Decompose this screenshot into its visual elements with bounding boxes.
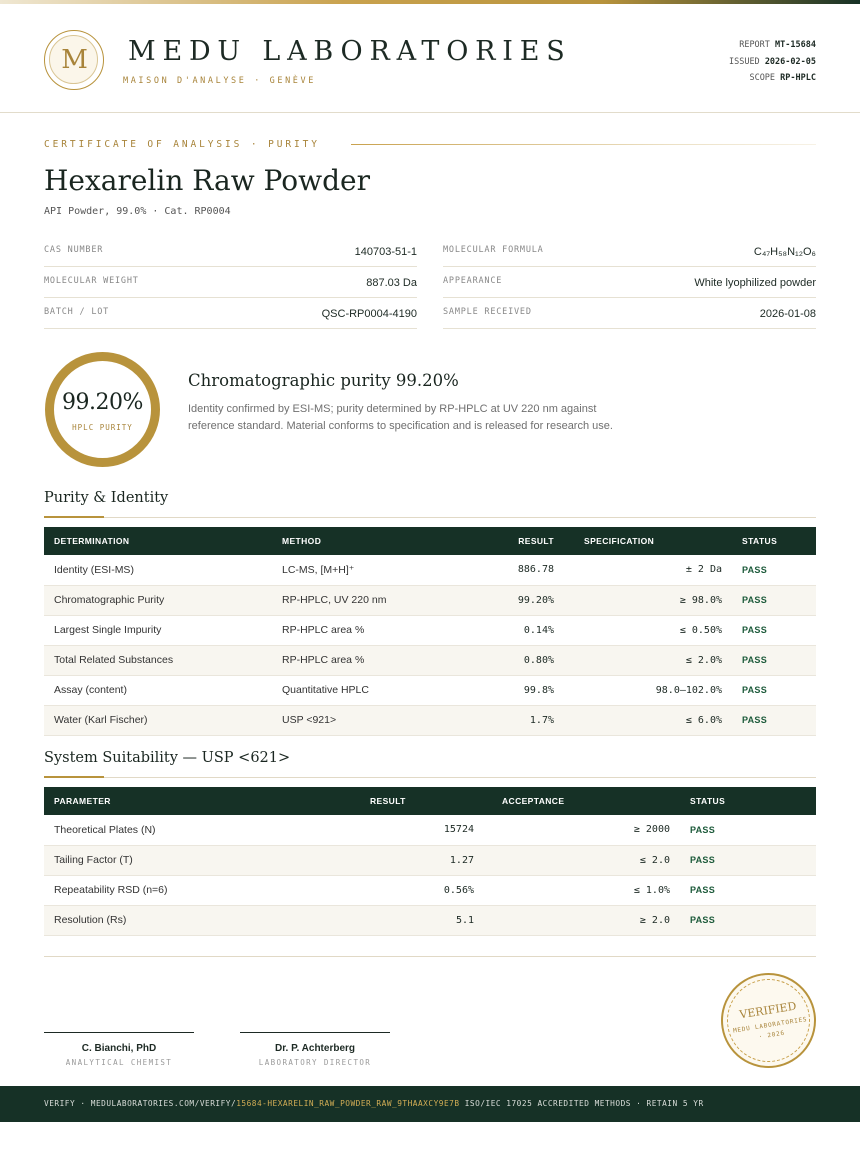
cell-result: 99.20%	[462, 585, 564, 615]
stamp-subtitle: MEDU LABORATORIES · 2026	[732, 1015, 808, 1041]
column-header: METHOD	[282, 536, 322, 546]
cell-acceptance: ≥ 2.0	[484, 905, 680, 935]
signature-divider	[44, 956, 816, 957]
table-row	[44, 615, 816, 645]
cell-determination: Assay (content)	[44, 675, 272, 705]
cell-parameter: Resolution (Rs)	[44, 905, 314, 935]
section-accent	[44, 516, 104, 518]
cell-status: PASS	[680, 815, 816, 845]
cell-status: PASS	[732, 585, 816, 615]
eyebrow-divider	[351, 144, 816, 145]
report-label: REPORT	[739, 40, 770, 50]
footer-text	[44, 1099, 704, 1108]
table-row	[44, 705, 816, 735]
footer-accreditation: ISO/IEC 17025 ACCREDITED METHODS · RETAIN 5 YR	[459, 1099, 704, 1108]
property-value: 140703-51-1	[354, 246, 417, 258]
column-header: SPECIFICATION	[584, 536, 655, 546]
signatory-role: ANALYTICAL CHEMIST	[65, 1058, 173, 1067]
properties-right	[443, 236, 816, 329]
property-value: White lyophilized powder	[694, 277, 816, 289]
page-footer	[0, 1086, 860, 1122]
product-title: Hexarelin Raw Powder	[44, 164, 370, 197]
property-row	[443, 267, 816, 298]
logo-seal	[49, 35, 98, 84]
purity-section-title: Purity & Identity	[44, 490, 169, 506]
cell-determination: Largest Single Impurity	[44, 615, 272, 645]
cell-status: PASS	[680, 845, 816, 875]
logo-letter: M	[61, 45, 88, 75]
cell-result: 0.56%	[314, 875, 484, 905]
cell-method: RP-HPLC area %	[272, 645, 462, 675]
cell-result: 0.80%	[462, 645, 564, 675]
summary-heading: Chromatographic purity 99.20%	[188, 371, 459, 390]
cell-method: RP-HPLC, UV 220 nm	[272, 585, 462, 615]
cell-method: LC-MS, [M+H]⁺	[272, 555, 462, 585]
section-accent	[44, 776, 104, 778]
brand-tagline: MAISON D'ANALYSE · GENÈVE	[123, 76, 316, 86]
cell-status: PASS	[732, 615, 816, 645]
cell-status: PASS	[732, 555, 816, 585]
cell-specification: ≤ 0.50%	[564, 615, 732, 645]
table-header-row	[44, 787, 816, 815]
cell-determination: Water (Karl Fischer)	[44, 705, 272, 735]
table-header-row	[44, 527, 816, 555]
property-row	[443, 236, 816, 267]
cell-specification: ± 2 Da	[564, 555, 732, 585]
purity-ring-value: 99.20%	[62, 390, 143, 415]
section-divider	[44, 517, 816, 518]
cell-status: PASS	[680, 875, 816, 905]
signatory-role: LABORATORY DIRECTOR	[258, 1058, 372, 1067]
cell-method: RP-HPLC area %	[272, 615, 462, 645]
signature-block	[240, 1032, 390, 1067]
scope-value: RP-HPLC	[780, 73, 816, 83]
cell-status: PASS	[732, 705, 816, 735]
column-header: STATUS	[690, 796, 726, 806]
property-value: C₄₇H₅₈N₁₂O₆	[753, 246, 816, 258]
cell-determination: Chromatographic Purity	[44, 585, 272, 615]
property-row	[44, 298, 417, 329]
table-row	[44, 815, 816, 845]
cell-result: 886.78	[462, 555, 564, 585]
lab-logo	[44, 30, 104, 90]
table-row	[44, 585, 816, 615]
purity-ring-label: HPLC PURITY	[72, 423, 133, 432]
cell-specification: ≤ 6.0%	[564, 705, 732, 735]
cell-parameter: Tailing Factor (T)	[44, 845, 314, 875]
properties-left	[44, 236, 417, 329]
report-number: MT-15684	[775, 40, 816, 50]
property-label: MOLECULAR WEIGHT	[44, 276, 139, 286]
issued-date: 2026-02-05	[764, 56, 816, 67]
table-row	[44, 645, 816, 675]
cell-result: 15724	[314, 815, 484, 845]
cell-determination: Total Related Substances	[44, 645, 272, 675]
cell-status: PASS	[732, 675, 816, 705]
column-header: RESULT	[518, 536, 554, 546]
column-header: ACCEPTANCE	[502, 796, 565, 806]
system-section-title: System Suitability — USP <621>	[44, 750, 291, 766]
cell-parameter: Repeatability RSD (n=6)	[44, 875, 314, 905]
column-header: STATUS	[742, 536, 778, 546]
column-header: RESULT	[370, 796, 406, 806]
report-meta	[729, 37, 816, 87]
cell-acceptance: ≤ 2.0	[484, 845, 680, 875]
cell-method: USP <921>	[272, 705, 462, 735]
page-header	[0, 4, 860, 113]
footer-verify-prefix: VERIFY · MEDULABORATORIES.COM/VERIFY/	[44, 1099, 237, 1108]
property-label: MOLECULAR FORMULA	[443, 245, 544, 255]
summary-text: Identity confirmed by ESI-MS; purity determined by RP-HPLC at UV 220 nm against reference standard. Material conforms to specification and is released for research use.	[188, 403, 613, 432]
cell-acceptance: ≤ 1.0%	[484, 875, 680, 905]
stamp-title: VERIFIED	[738, 999, 798, 1022]
column-header: PARAMETER	[54, 796, 111, 806]
property-row	[443, 298, 816, 329]
signatory-name: C. Bianchi, PhD	[81, 1043, 157, 1054]
cell-result: 0.14%	[462, 615, 564, 645]
cell-result: 99.8%	[462, 675, 564, 705]
stamp-inner-ring	[721, 973, 816, 1068]
property-label: SAMPLE RECEIVED	[443, 307, 532, 317]
cell-method: Quantitative HPLC	[272, 675, 462, 705]
table-row	[44, 845, 816, 875]
cell-result: 5.1	[314, 905, 484, 935]
property-label: APPEARANCE	[443, 276, 503, 286]
system-suitability-table	[44, 787, 816, 936]
cell-result: 1.7%	[462, 705, 564, 735]
property-row	[44, 236, 417, 267]
property-value: QSC-RP0004-4190	[321, 308, 417, 320]
property-row	[44, 267, 417, 298]
table-row	[44, 905, 816, 935]
cell-specification: 98.0–102.0%	[564, 675, 732, 705]
property-value: 2026-01-08	[759, 308, 816, 320]
table-row	[44, 675, 816, 705]
cell-status: PASS	[732, 645, 816, 675]
cell-result: 1.27	[314, 845, 484, 875]
cell-status: PASS	[680, 905, 816, 935]
section-divider	[44, 777, 816, 778]
brand-name: MEDU LABORATORIES	[128, 36, 572, 67]
purity-ring	[45, 352, 160, 467]
signature-block	[44, 1032, 194, 1067]
cell-specification: ≥ 98.0%	[564, 585, 732, 615]
signatory-name: Dr. P. Achterberg	[274, 1043, 356, 1054]
purity-table	[44, 527, 816, 736]
cell-parameter: Theoretical Plates (N)	[44, 815, 314, 845]
document-eyebrow: CERTIFICATE OF ANALYSIS · PURITY	[44, 139, 320, 150]
scope-label: SCOPE	[749, 73, 776, 83]
property-value: 887.03 Da	[366, 277, 417, 289]
property-label: CAS NUMBER	[44, 245, 104, 255]
product-subtitle: API Powder, 99.0% · Cat. RP0004	[44, 206, 231, 217]
column-header: DETERMINATION	[54, 536, 130, 546]
verification-link[interactable]: 15684-HEXARELIN_RAW_POWDER_RAW_9THAAXCY9E7B	[236, 1099, 460, 1108]
cell-specification: ≤ 2.0%	[564, 645, 732, 675]
issued-label: ISSUED	[728, 56, 760, 67]
verified-stamp	[714, 966, 823, 1075]
cell-acceptance: ≥ 2000	[484, 815, 680, 845]
table-row	[44, 555, 816, 585]
property-label: BATCH / LOT	[44, 307, 110, 317]
cell-determination: Identity (ESI-MS)	[44, 555, 272, 585]
table-row	[44, 875, 816, 905]
